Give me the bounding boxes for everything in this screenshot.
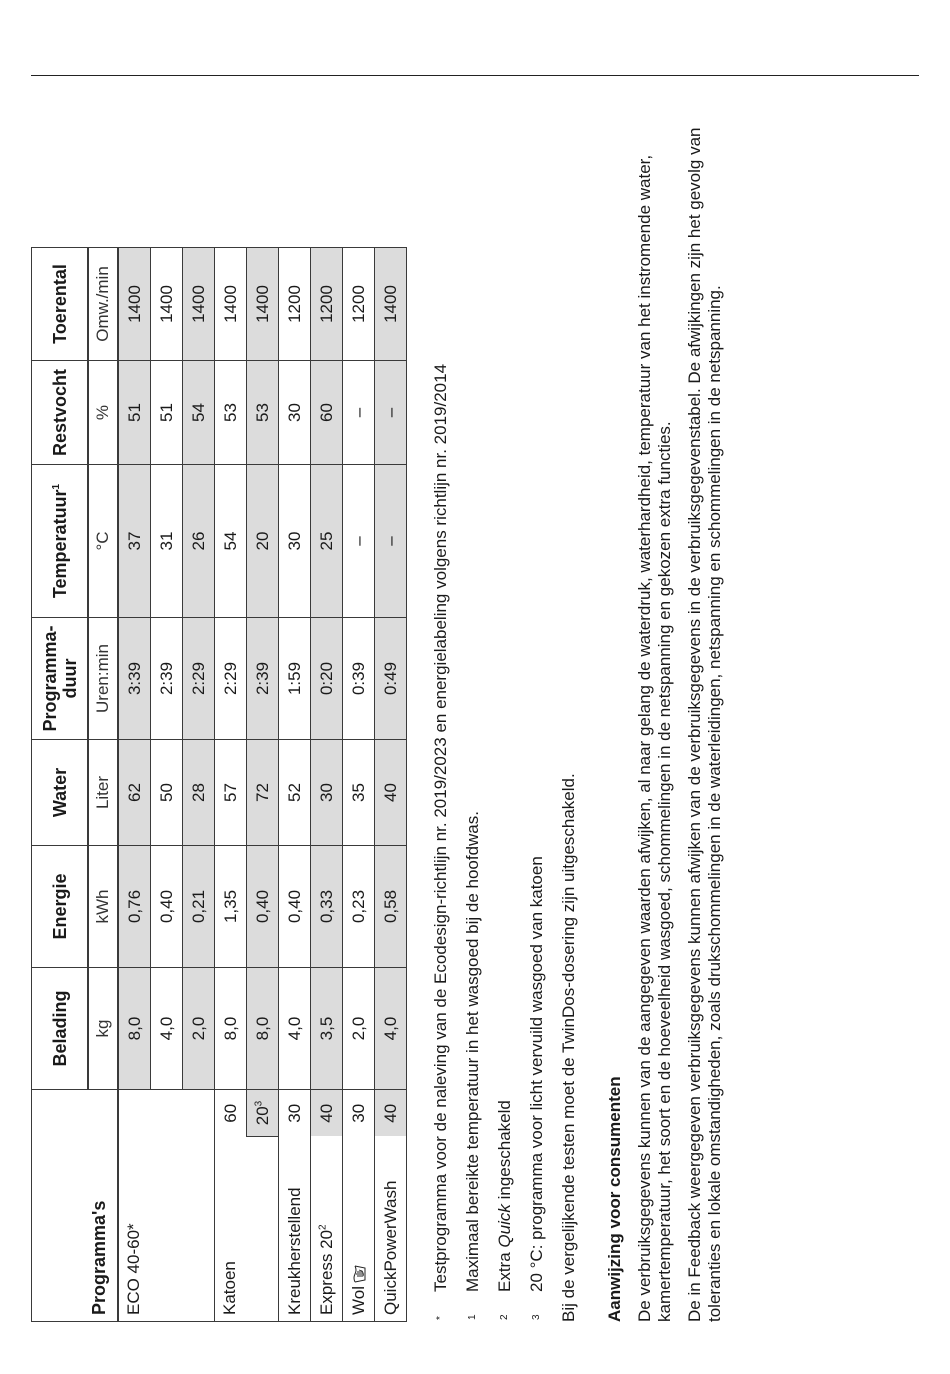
footnotes xyxy=(431,94,735,1322)
cell-energy: 1,35 xyxy=(215,846,247,968)
footnote-3: 3 20 °C: programma voor licht vervuild wasgoed van katoen xyxy=(527,856,546,1320)
cell-duration: 2:39 xyxy=(247,618,279,740)
cell-water: 30 xyxy=(311,740,343,846)
cell-load: 2,0 xyxy=(183,968,215,1090)
header-duration: Programma- duur xyxy=(32,618,89,740)
temp-setting: 30 xyxy=(343,1090,375,1137)
temp-setting: 30 xyxy=(279,1090,311,1137)
cell-temperature: 26 xyxy=(183,465,215,618)
cell-temperature: – xyxy=(343,465,375,618)
table-row xyxy=(215,248,247,1322)
consumer-paragraph-1: De verbruiksgegevens kunnen van de aangegeven waarden afwijken, al naar gelang de waterdruk, waterhardheid, temperatuur van het instromende water, kamertemperatuur, het soort en de hoeveelheid wasgoed, schommelingen in de netspanning en gekozen extra functies. xyxy=(635,154,674,1322)
cell-moisture: 53 xyxy=(215,361,247,465)
cell-duration: 2:29 xyxy=(215,618,247,740)
unit-load: kg xyxy=(88,968,118,1090)
twindos-note: Bij de vergelijkende testen moet de TwinDos-dosering zijn uitgeschakeld. xyxy=(559,773,578,1322)
cell-energy: 0,33 xyxy=(311,846,343,968)
cell-speed: 1400 xyxy=(151,248,183,361)
footnote-1: 1 Maximaal bereikte temperatuur in het wasgoed bij de hoofdwas. xyxy=(463,811,482,1320)
footnote-star: * Testprogramma voor de naleving van de Ecodesign-richtlijn nr. 2019/2023 en energielabeling volgens richtlijn nr. 2019/2014 xyxy=(431,363,450,1320)
cell-water: 40 xyxy=(375,740,407,846)
cell-moisture: 60 xyxy=(311,361,343,465)
header-speed: Toerental xyxy=(32,248,89,361)
program-name: Katoen xyxy=(215,1137,279,1322)
cell-speed: 1400 xyxy=(215,248,247,361)
rotated-page-content xyxy=(31,94,911,1322)
consumer-heading: Aanwijzing voor consumenten xyxy=(605,1076,624,1322)
cell-speed: 1400 xyxy=(183,248,215,361)
table-row xyxy=(343,248,375,1322)
cell-moisture: 53 xyxy=(247,361,279,465)
cell-moisture: 51 xyxy=(151,361,183,465)
cell-water: 62 xyxy=(118,740,151,846)
cell-energy: 0,40 xyxy=(151,846,183,968)
header-energy: Energie xyxy=(32,846,89,968)
program-name: Wol xyxy=(343,1137,375,1322)
cell-load: 4,0 xyxy=(375,968,407,1090)
cell-energy: 0,21 xyxy=(183,846,215,968)
consumption-table xyxy=(31,247,407,1322)
cell-duration: 1:59 xyxy=(279,618,311,740)
consumer-paragraph-2: De in Feedback weergegeven verbruiksgegevens kunnen afwijken van de verbruiksgegevens in de verbruiksgegevenstabel. De afwijkingen zijn het gevolg van toleranties en lokale omstandigheden, zoals drukschommelingen in de waterleidingen, netspanning en schommelingen in de netspanning. xyxy=(685,127,724,1322)
footnote-2: 2 Extra Quick ingeschakeld xyxy=(495,1100,514,1320)
cell-water: 35 xyxy=(343,740,375,846)
table-row xyxy=(279,248,311,1322)
cell-duration: 3:39 xyxy=(118,618,151,740)
header-load: Belading xyxy=(32,968,89,1090)
cell-speed: 1200 xyxy=(311,248,343,361)
top-rule xyxy=(31,75,919,76)
handwash-icon xyxy=(350,1265,366,1283)
cell-water: 52 xyxy=(279,740,311,846)
cell-duration: 0:49 xyxy=(375,618,407,740)
cell-water: 28 xyxy=(183,740,215,846)
cell-load: 8,0 xyxy=(247,968,279,1090)
cell-load: 3,5 xyxy=(311,968,343,1090)
temp-setting: 40 xyxy=(375,1090,407,1137)
cell-load: 2,0 xyxy=(343,968,375,1090)
program-name: Kreukherstellend xyxy=(279,1137,311,1322)
header-program: Programma's xyxy=(32,1090,119,1322)
cell-speed: 1200 xyxy=(279,248,311,361)
temp-setting: 40 xyxy=(311,1090,343,1137)
header-water: Water xyxy=(32,740,89,846)
cell-speed: 1400 xyxy=(118,248,151,361)
program-name: ECO 40-60* xyxy=(118,1090,215,1322)
cell-load: 4,0 xyxy=(151,968,183,1090)
cell-temperature: 37 xyxy=(118,465,151,618)
cell-temperature: 54 xyxy=(215,465,247,618)
unit-temperature: °C xyxy=(88,465,118,618)
cell-energy: 0,76 xyxy=(118,846,151,968)
cell-temperature: 20 xyxy=(247,465,279,618)
table-row xyxy=(118,248,151,1322)
cell-energy: 0,58 xyxy=(375,846,407,968)
cell-temperature: – xyxy=(375,465,407,618)
cell-moisture: – xyxy=(375,361,407,465)
temp-setting: $20^3$ xyxy=(247,1090,279,1137)
cell-duration: 0:20 xyxy=(311,618,343,740)
cell-energy: 0,23 xyxy=(343,846,375,968)
cell-load: 8,0 xyxy=(215,968,247,1090)
table-row xyxy=(375,248,407,1322)
cell-speed: 1400 xyxy=(375,248,407,361)
cell-speed: 1200 xyxy=(343,248,375,361)
cell-moisture: 30 xyxy=(279,361,311,465)
cell-duration: 2:39 xyxy=(151,618,183,740)
temp-setting: 60 xyxy=(215,1090,247,1137)
cell-energy: 0,40 xyxy=(279,846,311,968)
cell-moisture: – xyxy=(343,361,375,465)
cell-temperature: 30 xyxy=(279,465,311,618)
cell-duration: 2:29 xyxy=(183,618,215,740)
program-name: QuickPowerWash xyxy=(375,1137,407,1322)
unit-speed: Omw./min xyxy=(88,248,118,361)
cell-duration: 0:39 xyxy=(343,618,375,740)
cell-water: 57 xyxy=(215,740,247,846)
cell-moisture: 51 xyxy=(118,361,151,465)
cell-energy: 0,40 xyxy=(247,846,279,968)
header-temperature: Temperatuur$^1$ xyxy=(32,465,89,618)
program-name: Express $20^2$ xyxy=(311,1137,343,1322)
header-moisture: Restvocht xyxy=(32,361,89,465)
cell-moisture: 54 xyxy=(183,361,215,465)
cell-speed: 1400 xyxy=(247,248,279,361)
cell-temperature: 31 xyxy=(151,465,183,618)
table-row xyxy=(311,248,343,1322)
unit-water: Liter xyxy=(88,740,118,846)
cell-load: 8,0 xyxy=(118,968,151,1090)
cell-water: 72 xyxy=(247,740,279,846)
cell-load: 4,0 xyxy=(279,968,311,1090)
unit-moisture: % xyxy=(88,361,118,465)
unit-duration: Uren:min xyxy=(88,618,118,740)
cell-temperature: 25 xyxy=(311,465,343,618)
cell-water: 50 xyxy=(151,740,183,846)
unit-energy: kWh xyxy=(88,846,118,968)
